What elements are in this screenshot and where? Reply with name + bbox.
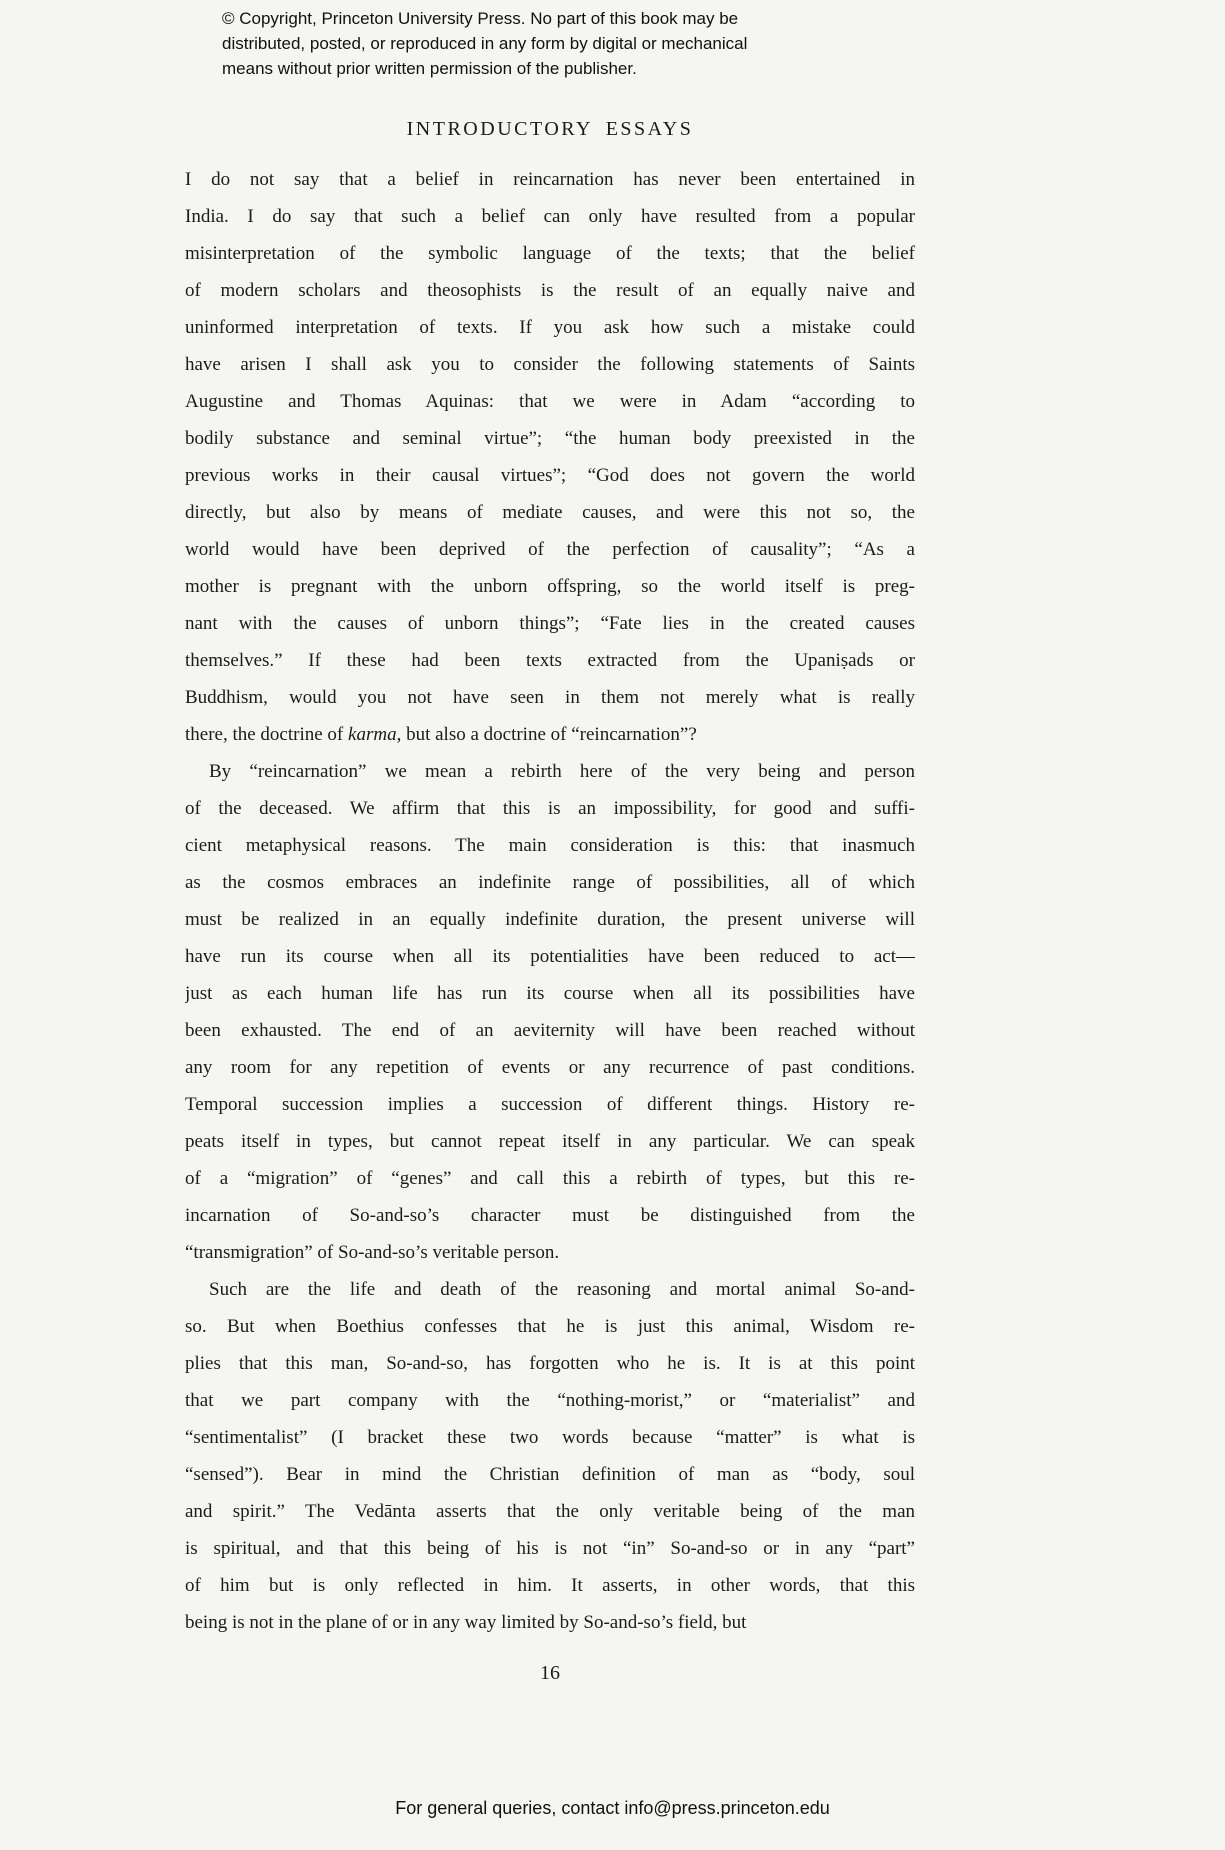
text-line: as the cosmos embraces an indefinite range of possibilities, all of which bbox=[185, 872, 915, 893]
text-line: must be realized in an equally indefinite duration, the present universe will bbox=[185, 909, 915, 930]
text-line: themselves.” If these had been texts extracted from the Upaniṣads or bbox=[185, 650, 915, 671]
text-line: of modern scholars and theosophists is the result of an equally naive and bbox=[185, 280, 915, 301]
text-line: “sentimentalist” (I bracket these two words because “matter” is what is bbox=[185, 1427, 915, 1448]
text-line: have run its course when all its potentialities have been reduced to act— bbox=[185, 946, 915, 967]
text-line: “transmigration” of So-and-so’s veritable person. bbox=[185, 1242, 560, 1263]
copyright-line: means without prior written permission of the publisher. bbox=[222, 59, 637, 78]
page-number: 16 bbox=[540, 1662, 560, 1684]
text-line: misinterpretation of the symbolic language of the texts; that the belief bbox=[185, 243, 915, 264]
text-line: so. But when Boethius confesses that he is just this animal, Wisdom re- bbox=[185, 1316, 915, 1337]
copyright-line: © Copyright, Princeton University Press. No part of this book may be bbox=[222, 9, 739, 28]
body-text bbox=[185, 161, 915, 1641]
text-line: Augustine and Thomas Aquinas: that we were in Adam “according to bbox=[185, 391, 915, 412]
text-line: By “reincarnation” we mean a rebirth here of the very being and person bbox=[209, 761, 915, 782]
text-line: directly, but also by means of mediate causes, and were this not so, the bbox=[185, 502, 915, 523]
paragraph-1 bbox=[185, 161, 915, 753]
text-line: previous works in their causal virtues”; “God does not govern the world bbox=[185, 465, 915, 486]
text-line: Buddhism, would you not have seen in them not merely what is really bbox=[185, 687, 915, 708]
text-line: cient metaphysical reasons. The main consideration is this: that inasmuch bbox=[185, 835, 915, 856]
paragraph-3 bbox=[185, 1271, 915, 1641]
text-line: mother is pregnant with the unborn offspring, so the world itself is preg- bbox=[185, 576, 915, 597]
text-line: being is not in the plane of or in any way limited by So-and-so’s field, but bbox=[185, 1612, 747, 1633]
text-line: nant with the causes of unborn things”; “Fate lies in the created causes bbox=[185, 613, 915, 634]
text-line: of the deceased. We affirm that this is an impossibility, for good and suffi- bbox=[185, 798, 915, 819]
text-line: of a “migration” of “genes” and call this a rebirth of types, but this re- bbox=[185, 1168, 915, 1189]
page-heading: INTRODUCTORY ESSAYS bbox=[406, 118, 694, 140]
text-line: of him but is only reflected in him. It asserts, in other words, that this bbox=[185, 1575, 915, 1596]
text-line: have arisen I shall ask you to consider the following statements of Saints bbox=[185, 354, 915, 375]
text-line: and spirit.” The Vedānta asserts that the only veritable being of the man bbox=[185, 1501, 915, 1522]
text-line: uninformed interpretation of texts. If you ask how such a mistake could bbox=[185, 317, 915, 338]
text-line: incarnation of So-and-so’s character must be distinguished from the bbox=[185, 1205, 915, 1226]
text-line: Temporal succession implies a succession of different things. History re- bbox=[185, 1094, 915, 1115]
text-line: been exhausted. The end of an aeviternity will have been reached without bbox=[185, 1020, 915, 1041]
text-line: peats itself in types, but cannot repeat itself in any particular. We can speak bbox=[185, 1131, 915, 1152]
footer-text: For general queries, contact info@press.princeton.edu bbox=[395, 1798, 830, 1818]
text-line: that we part company with the “nothing-morist,” or “materialist” and bbox=[185, 1390, 915, 1411]
text-line: “sensed”). Bear in mind the Christian definition of man as “body, soul bbox=[185, 1464, 915, 1485]
text-line: Such are the life and death of the reasoning and mortal animal So-and- bbox=[209, 1279, 915, 1300]
page-footer bbox=[0, 1798, 1225, 1819]
text-line: I do not say that a belief in reincarnation has never been entertained in bbox=[185, 169, 915, 190]
copyright-notice bbox=[222, 6, 882, 81]
text-line: any room for any repetition of events or any recurrence of past conditions. bbox=[185, 1057, 915, 1078]
text-line: world would have been deprived of the perfection of causality”; “As a bbox=[185, 539, 915, 560]
copyright-line: distributed, posted, or reproduced in any form by digital or mechanical bbox=[222, 34, 748, 53]
text-line: bodily substance and seminal virtue”; “the human body preexisted in the bbox=[185, 428, 915, 449]
text-line: plies that this man, So-and-so, has forgotten who he is. It is at this point bbox=[185, 1353, 915, 1374]
paragraph-2 bbox=[185, 753, 915, 1271]
text-line: is spiritual, and that this being of his is not “in” So-and-so or in any “part” bbox=[185, 1538, 915, 1559]
text-line: there, the doctrine of karma, but also a doctrine of “reincarnation”? bbox=[185, 724, 697, 745]
text-line: just as each human life has run its course when all its possibilities have bbox=[185, 983, 915, 1004]
text-line: India. I do say that such a belief can only have resulted from a popular bbox=[185, 206, 915, 227]
